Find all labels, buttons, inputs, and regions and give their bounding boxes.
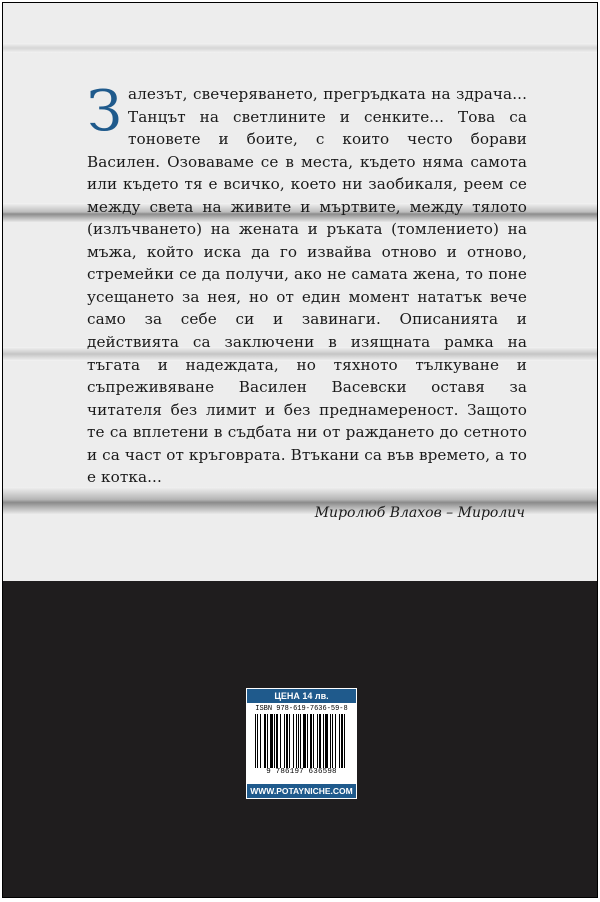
barcode-digits: 9 786197 636598 [266,768,337,776]
blurb-body: алезът, свечеряването, прегръдката на здрача... Танцът на светлините и сенките... Това са тоновете и боите, с които често борави Василен. Озоваваме се в места, където няма самота или където тя е всичко, което ни заобикаля, реем се между света на живите и мъртвите, между тялото (излъчването) на жената и ръката (томлението) на мъжа, който иска да го извайва отново и отново, стремейки се да получи, ако не самата жена, то поне усещането за нея, но от един момент нататък вече само за себе си и завинаги. Описанията и действията са заключени в изящната рамка на тъгата и надеждата, но тяхното тълкуване и съпреживяване Василен Васевски оставя за читателя без лимит и без преднамереност. Защото те са вплетени в съдбата ни от раждането до сетното и са част от кръговрата. Втъкани са във времето, а то е котка... [87,85,527,487]
isbn-text: ISBN 978-619-7636-59-8 [255,705,348,713]
drop-cap: З [87,79,122,144]
book-back-cover [2,2,598,898]
text-panel [3,3,597,581]
blurb-text [87,79,527,489]
barcode-icon [253,714,350,768]
decor-band [3,43,597,53]
author-signature: Миролюб Влахов – Миролич [314,505,525,521]
price-label: ЦЕНА 14 лв. [247,689,356,703]
barcode-label [246,688,357,799]
publisher-url: WWW.POTAYNICHE.COM [247,784,356,798]
